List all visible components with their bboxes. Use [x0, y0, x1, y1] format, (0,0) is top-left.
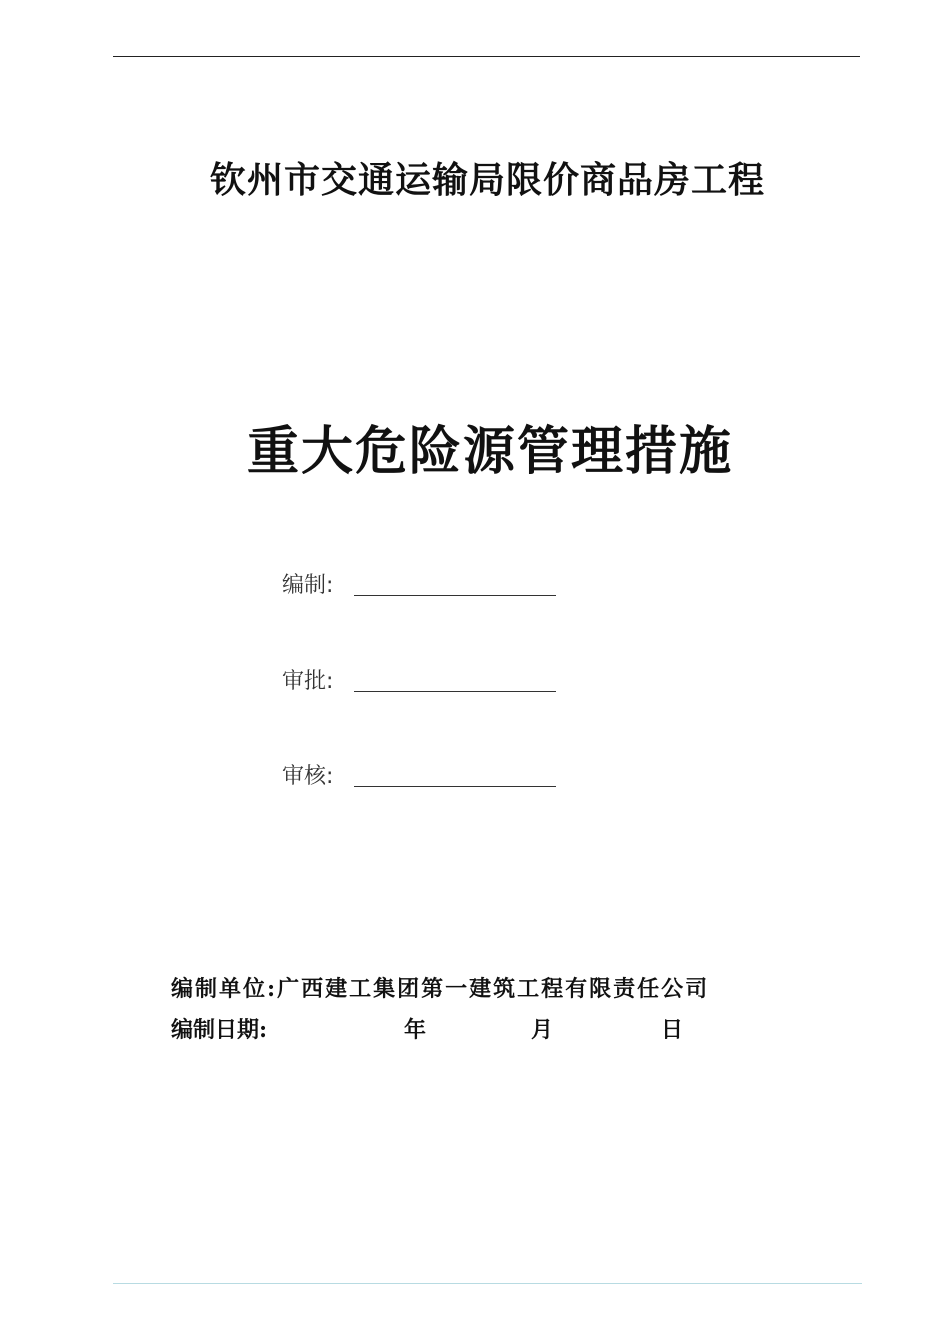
signoff-row-compile	[282, 566, 333, 606]
signoff-label: 审核:	[282, 764, 334, 789]
signature-blank-line	[354, 786, 556, 787]
date-day-label: 日	[661, 1017, 684, 1043]
document-title: 重大危险源管理措施	[246, 421, 733, 482]
signoff-row-review	[282, 757, 333, 797]
project-title: 钦州市交通运输局限价商品房工程	[209, 159, 765, 201]
signature-blank-line	[354, 595, 556, 596]
date-year-label: 年	[404, 1017, 427, 1043]
signoff-label: 编制:	[282, 573, 334, 598]
footer-rule	[113, 1283, 862, 1284]
compiling-date-label: 编制日期:	[171, 1017, 268, 1043]
compiling-unit-label: 编制单位:	[171, 976, 278, 1002]
compiling-unit	[171, 971, 709, 1007]
compiling-unit-value: 广西建工集团第一建筑工程有限责任公司	[277, 976, 710, 1002]
signoff-row-approve	[282, 662, 333, 702]
signoff-label: 审批:	[282, 669, 334, 694]
date-month-label: 月	[531, 1017, 554, 1043]
signature-blank-line	[354, 691, 556, 692]
header-rule	[113, 56, 860, 57]
